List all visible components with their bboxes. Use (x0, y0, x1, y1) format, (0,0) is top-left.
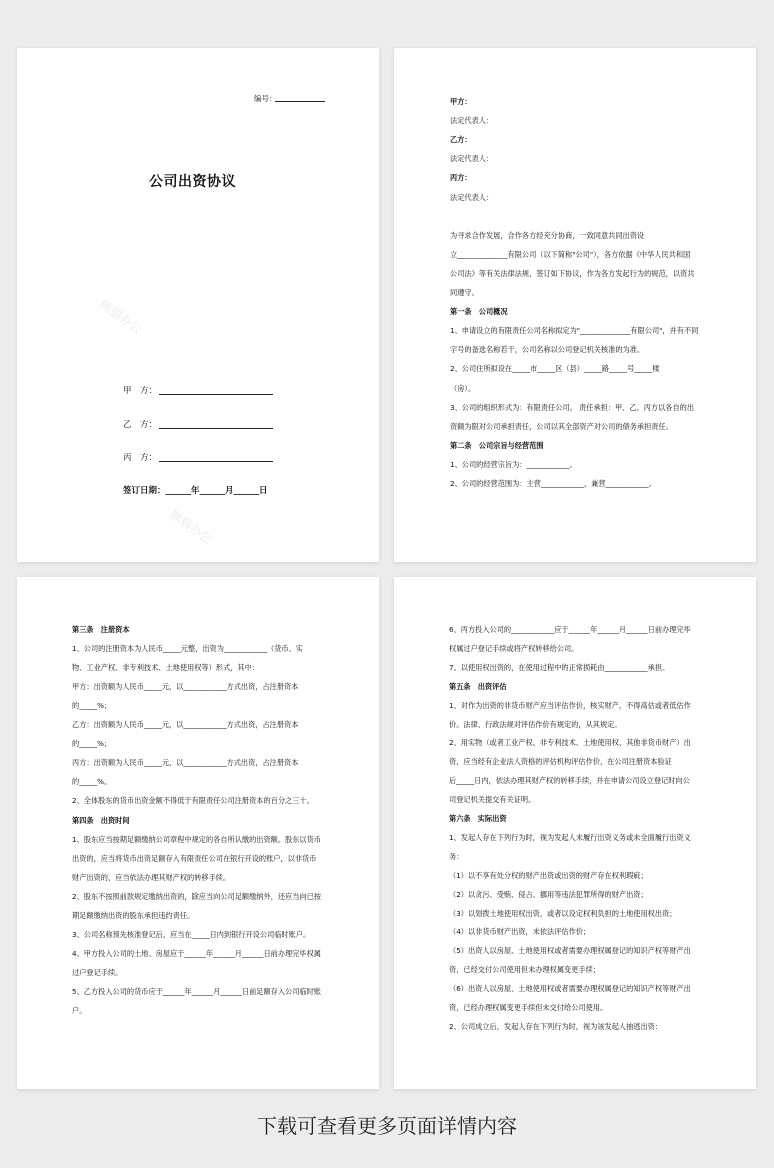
paragraph-line: 同遵守。 (450, 288, 479, 297)
paragraph-line: （3）以划拨土地使用权出资，或者以设定权利负担的土地使用权出资； (449, 908, 677, 918)
paragraph-line: 1、公司的注册资本为人民币_____元整，出资为____________（货币、实 (72, 644, 303, 654)
paragraph-line: 资，已经办理权属变更手续但未交付给公司使用。 (449, 1003, 608, 1012)
section-heading: 乙方： (450, 135, 472, 145)
section-heading: 丙方： (450, 173, 472, 183)
paragraph-line: 过户登记手续。 (72, 967, 123, 977)
paragraph-line: 5、乙方投入公司的货币应于______年______月______日前足额存入公司临时账 (72, 986, 321, 996)
paragraph-line: 1、申请设立的有限责任公司名称拟定为"______________有限公司"，并有不同 (450, 326, 699, 336)
section-heading: 第二条 公司宗旨与经营范围 (450, 440, 544, 450)
document-page-3 (17, 577, 379, 1089)
paragraph-line: 财产出资的，应当依法办理其财产权的转移手续。 (72, 872, 231, 882)
document-page-2 (394, 48, 756, 562)
paragraph-line: 1、公司的经营宗旨为：____________。 (450, 459, 577, 469)
section-heading: 第一条 公司概况 (450, 307, 508, 317)
party-b-label: 乙 方： (123, 420, 158, 430)
paragraph-line: 2、股东不按照前款规定缴纳出资的，除应当向公司足额缴纳外，还应当向已按 (72, 891, 321, 901)
paragraph-line: 的_____%； (72, 701, 112, 711)
paragraph-line: 法定代表人： (450, 192, 494, 202)
paragraph-line: 6、丙方投入公司的____________应于______年______月______日前办理完毕 (449, 625, 691, 634)
paragraph-line: 期足额缴纳出资的股东承担违约责任。 (72, 910, 195, 920)
paragraph-line: （房）。 (450, 383, 476, 393)
paragraph-line: 司登记机关提交有关证明。 (449, 795, 536, 805)
document-page-4 (394, 577, 756, 1089)
paragraph-line: 1、股东应当按期足额缴纳公司章程中规定的各自所认缴的出资额。股东以货币 (72, 834, 321, 844)
watermark: 熊猫办公 (97, 297, 145, 337)
document-page-cover (17, 48, 379, 562)
paragraph-line: 务： (449, 851, 464, 861)
paragraph-line: 资，应当经有企业法人资格的评估机构评估作价，在公司注册资本验证 (449, 757, 672, 767)
paragraph-line: 1、发起人存在下列行为时，视为发起人未履行出资义务或未全面履行出资义 (449, 832, 691, 842)
party-c-blank (159, 461, 273, 462)
download-caption: 下载可查看更多页面详情内容 (257, 1114, 517, 1138)
document-title: 公司出资协议 (149, 174, 236, 190)
paragraph-line: 的_____%。 (72, 777, 112, 787)
paragraph-line: 2、全体股东的货币出资金额不得低于有限责任公司注册资本的百分之三十。 (72, 796, 314, 806)
paragraph-line: 的_____%； (72, 739, 112, 749)
paragraph-line: （2）以贪污、受贿、侵占、挪用等违法犯罪所得的财产出资； (449, 889, 648, 899)
sign-date: 签订日期：______年______月______日 (123, 486, 268, 496)
paragraph-line: 出资的，应当将货币出资足额存入有限责任公司在银行开设的账户，以非货币 (72, 853, 317, 863)
paragraph-line: 为寻求合作发展，合作各方经充分协商，一致同意共同出资设 (450, 230, 645, 240)
paragraph-line: （4）以非货币财产出资，未依法评估作价； (449, 927, 591, 937)
paragraph-line: 户。 (72, 1006, 87, 1015)
section-heading: 第四条 出资时间 (72, 815, 130, 825)
paragraph-line: 权属过户登记手续或将产权转移给公司。 (449, 643, 579, 653)
paragraph-line: 2、公司成立后，发起人存在下列行为时，视为该发起人抽逃出资： (449, 1021, 663, 1031)
paragraph-line: 后_____日内，依法办理其财产权的转移手续，并在申请公司设立登记时向公 (449, 776, 690, 786)
paragraph-line: 资额为限对公司承担责任，公司以其全部资产对公司的债务承担责任。 (450, 421, 673, 431)
paragraph-line: 资，已经交付公司使用但未办理权属变更手续； (449, 965, 600, 975)
paragraph-line: 2、公司的经营范围为：主营____________，兼营____________。 (450, 479, 656, 488)
party-a-blank (159, 394, 273, 395)
section-heading: 第三条 注册资本 (72, 625, 130, 634)
paragraph-line: 甲方：出资额为人民币_____元，以____________方式出资，占注册资本 (72, 682, 299, 692)
paragraph-line: 2、公司住所拟设在_____市_____区（县）_____路_____号_____楼 (450, 364, 660, 374)
party-c-label: 丙 方： (123, 453, 158, 463)
paragraph-line: 法定代表人： (450, 116, 494, 126)
party-a-label: 甲 方： (123, 386, 158, 396)
paragraph-line: 2、用实物（或者工业产权、非专利技术、土地使用权、其他非货币财产）出 (449, 738, 691, 748)
paragraph-line: 字号的备选名称若干，公司名称以公司登记机关核准的为准。 (450, 345, 645, 355)
paragraph-line: 1、对作为出资的非货币财产应当评估作价，核实财产，不得高估或者低估作 (449, 700, 691, 710)
watermark: 熊猫办公 (167, 507, 215, 547)
paragraph-line: （5）出资人以房屋、土地使用权或者需要办理权属登记的知识产权等财产出 (449, 946, 691, 956)
paragraph-line: （6）出资人以房屋、土地使用权或者需要办理权属登记的知识产权等财产出 (449, 984, 691, 994)
paragraph-line: 4、甲方投入公司的土地、房屋应于______年______月______日前办理完毕权属 (72, 948, 321, 958)
paragraph-line: 3、公司名称预先核准登记后，应当在_____日内到银行开设公司临时账户。 (72, 929, 311, 939)
party-b-blank (159, 428, 273, 429)
paragraph-line: 立______________有限公司（以下简称"公司"），各方依据《中华人民共和国 (450, 249, 691, 259)
paragraph-line: 价。法律、行政法规对评估作价有规定的，从其规定。 (449, 719, 622, 729)
paragraph-line: 7、以使用权出资的，在使用过程中的正常损耗由____________承担。 (449, 662, 670, 672)
section-heading: 第五条 出资评估 (449, 681, 507, 691)
paragraph-line: 乙方：出资额为人民币_____元，以____________方式出资，占注册资本 (72, 720, 299, 730)
paragraph-line: 3、公司的组织形式为：有限责任公司。 责任承担：甲、乙、丙方以各自的出 (450, 402, 695, 412)
paragraph-line: 物、工业产权、非专利技术、土地使用权等）形式，其中： (72, 663, 259, 673)
paragraph-line: （1）以不享有处分权的财产出资或出资的财产存在权利瑕疵； (449, 870, 648, 880)
contract-number-blank (275, 101, 325, 102)
paragraph-line: 公司法》等有关法律法规，签订如下协议，作为各方发起行为的规范，以资共 (450, 268, 695, 278)
paragraph-line: 法定代表人： (450, 154, 494, 164)
paragraph-line: 丙方：出资额为人民币_____元，以____________方式出资，占注册资本 (72, 758, 299, 768)
section-heading: 甲方： (450, 97, 472, 106)
section-heading: 第六条 实际出资 (449, 814, 507, 823)
contract-number-label: 编号： (254, 94, 277, 103)
